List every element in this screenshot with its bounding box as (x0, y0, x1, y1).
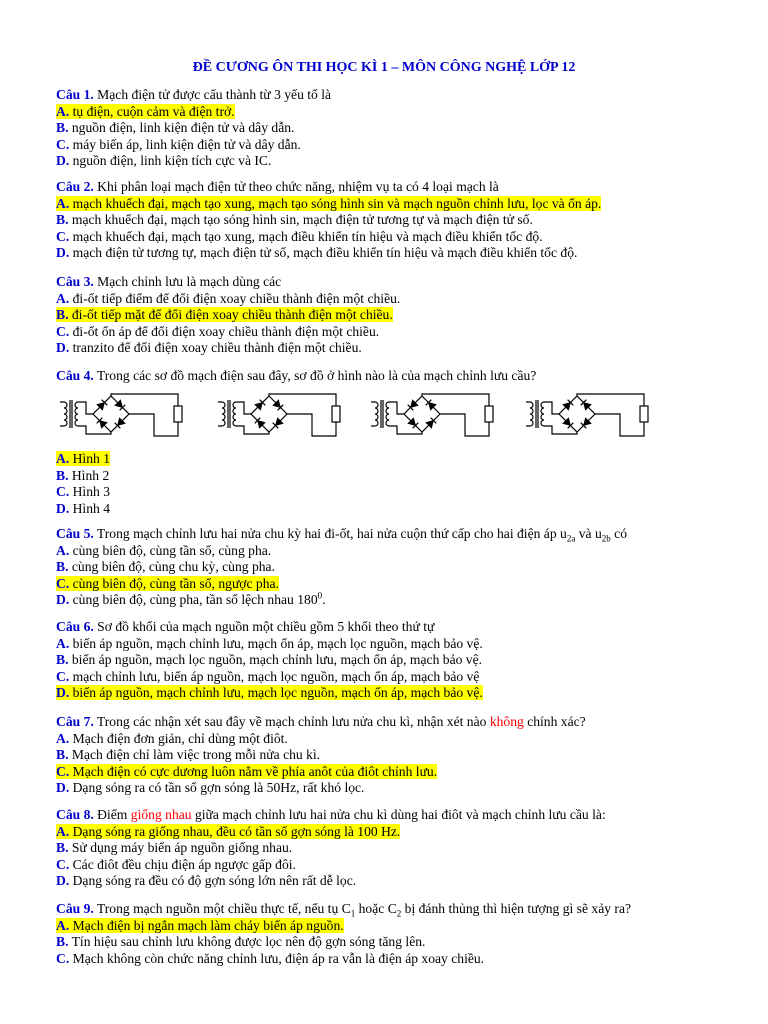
option-letter: B. (56, 467, 69, 483)
question-4 (56, 368, 746, 385)
diode-bridge (93, 396, 129, 432)
option-letter: A. (56, 635, 70, 651)
question-label: Câu 7. (56, 714, 94, 729)
question-stem (56, 714, 746, 731)
option-letter: A. (56, 103, 70, 119)
option-c (56, 669, 746, 686)
circuit-figure-1 (56, 390, 196, 440)
output-wire (287, 414, 336, 436)
option-b (56, 934, 746, 951)
option-a (56, 918, 746, 935)
option-text: Tín hiệu sau chỉnh lưu không được lọc nên độ gợn sóng tăng lên. (68, 934, 426, 950)
option-c (56, 951, 746, 968)
load-resistor (485, 406, 493, 422)
option-a (56, 543, 746, 560)
option-b (56, 212, 746, 229)
question-stem (56, 807, 746, 824)
option-a (56, 291, 746, 308)
option-letter: D. (56, 340, 70, 356)
question-text: Trong các sơ đồ mạch điện sau đây, sơ đồ ở hình nào là của mạch chỉnh lưu cầu? (93, 368, 537, 383)
question-text: và u (575, 526, 602, 541)
option-letter: B. (56, 559, 69, 575)
option-letter: B. (56, 307, 69, 323)
option-letter: C. (56, 856, 70, 872)
option-letter: C. (56, 136, 70, 152)
question-stem (56, 619, 746, 636)
option-letter: C. (56, 323, 70, 339)
question-label: Câu 5. (56, 526, 94, 541)
question-label: Câu 1. (56, 87, 94, 102)
option-text: mạch điện tử tương tự, mạch điện tử số, mạch điều khiển tín hiệu và mạch điều khiển tốc độ. (69, 245, 578, 261)
option-text: nguồn điện, linh kiện điện tử và dây dẫn. (68, 120, 295, 136)
option-d (56, 592, 746, 609)
question-stem (56, 526, 746, 543)
option-text: Các điôt đều chịu điện áp ngược gấp đôi. (69, 856, 296, 872)
option-b (56, 468, 746, 485)
option-letter: D. (56, 685, 70, 701)
option-text: mạch khuếch đại, mạch tạo xung, mạch điều khiển tín hiệu và mạch điều khiển tốc độ. (69, 228, 543, 244)
option-letter: B. (56, 120, 69, 136)
circuit-diagrams (56, 390, 661, 440)
option-letter: B. (56, 652, 69, 668)
load-resistor (332, 406, 340, 422)
superscript: 0 (317, 590, 323, 601)
load-resistor (640, 406, 648, 422)
option-letter: C. (56, 228, 70, 244)
primary-coil (375, 402, 378, 426)
option-text: Mạch điện bị ngắn mạch làm cháy biến áp nguồn. (69, 917, 344, 933)
question-3 (56, 274, 746, 357)
option-letter: A. (56, 823, 70, 839)
option-letter: A. (56, 542, 70, 558)
question-text: Mạch chỉnh lưu là mạch dùng các (93, 274, 282, 289)
option-c (56, 764, 746, 781)
diode-bridge (404, 396, 440, 432)
option-letter: D. (56, 873, 70, 889)
option-letter: A. (56, 730, 70, 746)
option-text: cùng biên độ, cùng tần số, ngược pha. (69, 575, 279, 591)
question-7 (56, 714, 746, 797)
option-c (56, 484, 746, 501)
wire (544, 402, 559, 414)
option-letter: D. (56, 592, 70, 608)
option-letter: D. (56, 500, 70, 516)
option-d (56, 685, 746, 702)
option-letter: C. (56, 950, 70, 966)
subscript: 1 (350, 908, 356, 919)
primary-coil (64, 402, 67, 426)
option-b (56, 652, 746, 669)
highlighted-answer (56, 824, 400, 839)
subscript: 2a (566, 533, 576, 544)
option-text: mạch chỉnh lưu, biến áp nguồn, mạch lọc nguồn, mạch ổn áp, mạch bảo vệ (69, 668, 480, 684)
secondary-coil (541, 402, 544, 426)
option-a (56, 196, 746, 213)
secondary-coil (386, 402, 389, 426)
question-text: Khi phân loại mạch điện tử theo chức năng, nhiệm vụ ta có 4 loại mạch là (93, 179, 499, 194)
diode-bridge (559, 396, 595, 432)
question-text: giữa mạch chỉnh lưu hai nửa chu kì dùng hai điôt và mạch chỉnh lưu cầu là: (191, 807, 606, 822)
secondary-coil (233, 402, 236, 426)
emphasis-text: giống nhau (130, 807, 192, 822)
question-text: Trong các nhận xét sau đây về mạch chỉnh lưu nửa chu kì, nhận xét nào (93, 714, 490, 729)
question-text: Sơ đồ khối của mạch nguồn một chiều gồm 5 khối theo thứ tự (93, 619, 435, 634)
question-text: hoặc C (355, 901, 397, 916)
option-letter: C. (56, 763, 70, 779)
option-d (56, 501, 746, 518)
option-text: Hình 2 (68, 467, 110, 483)
option-c (56, 857, 746, 874)
option-c (56, 576, 746, 593)
option-text: Mạch điện đơn giản, chỉ dùng một điôt. (69, 730, 288, 746)
emphasis-text: không (489, 714, 524, 729)
option-d (56, 245, 746, 262)
option-letter: A. (56, 451, 70, 466)
highlighted-answer (56, 576, 279, 591)
question-1 (56, 87, 746, 170)
option-text: tranzito để đổi điện xoay chiều thành điện một chiều. (69, 340, 362, 356)
page-title: ĐỀ CƯƠNG ÔN THI HỌC KÌ 1 – MÔN CÔNG NGHỆ LỚP 12 (192, 60, 576, 75)
option-a (56, 824, 746, 841)
option-b (56, 559, 746, 576)
option-letter: C. (56, 575, 70, 591)
option-text: tụ điện, cuộn cảm và điện trở. (69, 103, 235, 119)
question-2 (56, 179, 746, 262)
highlighted-answer (56, 685, 483, 700)
output-wire (595, 414, 644, 436)
option-d (56, 153, 746, 170)
option-d (56, 780, 746, 797)
option-text: Mạch điện chỉ làm việc trong mỗi nửa chu kì. (68, 747, 321, 763)
primary-lead (526, 402, 530, 426)
option-c (56, 229, 746, 246)
circuit-figure-4 (522, 390, 662, 440)
highlighted-answer (56, 307, 393, 322)
option-d (56, 873, 746, 890)
option-b (56, 120, 746, 137)
option-text: nguồn điện, linh kiện tích cực và IC. (69, 153, 272, 169)
question-label: Câu 3. (56, 274, 94, 289)
question-8 (56, 807, 746, 890)
question-stem (56, 274, 746, 291)
question-label: Câu 4. (56, 368, 94, 383)
option-b (56, 307, 746, 324)
wire (389, 402, 404, 414)
question-4-options (56, 451, 746, 517)
option-text: Hình 1 (69, 451, 110, 466)
option-b (56, 840, 746, 857)
option-text: cùng biên độ, cùng chu kỳ, cùng pha. (68, 559, 275, 575)
primary-coil (222, 402, 225, 426)
option-letter: B. (56, 747, 69, 763)
option-letter: B. (56, 934, 69, 950)
question-stem (56, 179, 746, 196)
option-letter: D. (56, 780, 70, 796)
question-9 (56, 901, 746, 967)
option-letter: A. (56, 917, 70, 933)
option-text: Dạng sóng ra giống nhau, đều có tần số gợn sóng là 100 Hz. (69, 823, 401, 839)
option-c (56, 137, 746, 154)
option-text: biến áp nguồn, mạch lọc nguồn, mạch chỉnh lưu, mạch ổn áp, mạch bảo vệ. (68, 652, 483, 668)
option-text: cùng biên độ, cùng tần số, cùng pha. (69, 542, 272, 558)
question-text: bị đánh thủng thì hiện tượng gì sẽ xảy ra? (401, 901, 632, 916)
wire (78, 402, 93, 414)
load-resistor (174, 406, 182, 422)
option-c (56, 324, 746, 341)
option-letter: A. (56, 290, 70, 306)
option-text: đi-ốt ổn áp để đổi điện xoay chiều thành điện một chiều. (69, 323, 380, 339)
diode-bridge (251, 396, 287, 432)
question-label: Câu 9. (56, 901, 94, 916)
question-5 (56, 526, 746, 609)
question-text: có (610, 526, 628, 541)
option-a (56, 636, 746, 653)
primary-lead (371, 402, 375, 426)
question-stem (56, 901, 746, 918)
option-text: Dạng sóng ra có tần số gợn sóng là 50Hz, rất khó lọc. (69, 780, 365, 796)
option-text: Mạch không còn chức năng chỉnh lưu, điện áp ra vẫn là điện áp xoay chiều. (69, 950, 485, 966)
circuit-figure-2 (214, 390, 354, 440)
subscript: 2 (396, 908, 402, 919)
option-letter: D. (56, 245, 70, 261)
option-text: Sử dụng máy biến áp nguồn giống nhau. (68, 840, 293, 856)
option-letter: C. (56, 484, 70, 500)
option-text: mạch khuếch đại, mạch tạo sóng hình sin, mạch điện tử tương tự và mạch điện tử số. (68, 212, 533, 228)
question-label: Câu 6. (56, 619, 94, 634)
option-a (56, 731, 746, 748)
option-text: biến áp nguồn, mạch chỉnh lưu, mạch lọc nguồn, mạch ổn áp, mạch bảo vệ. (69, 685, 483, 701)
option-text: cùng biên độ, cùng pha, tần số lệch nhau 180 (69, 592, 318, 608)
primary-lead (60, 402, 64, 426)
option-letter: B. (56, 212, 69, 228)
option-letter: A. (56, 195, 70, 211)
question-label: Câu 2. (56, 179, 94, 194)
question-stem (56, 368, 746, 385)
wire (236, 402, 251, 414)
question-text: Trong mạch chỉnh lưu hai nửa chu kỳ hai đi-ốt, hai nửa cuộn thứ cấp cho hai điện áp u (93, 526, 567, 541)
secondary-coil (75, 402, 78, 426)
circuit-figure-3 (367, 390, 507, 440)
option-d (56, 340, 746, 357)
option-text: đi-ốt tiếp điểm để đổi điện xoay chiều thành điện một chiều. (69, 290, 401, 306)
highlighted-answer (56, 104, 235, 119)
option-text: Mạch điện có cực dương luôn nằm về phía anôt của điôt chỉnh lưu. (69, 763, 438, 779)
output-wire (129, 414, 178, 436)
highlighted-answer (56, 918, 344, 933)
option-a (56, 451, 746, 468)
option-text: máy biến áp, linh kiện điện tử và dây dẫn. (69, 136, 301, 152)
highlighted-answer (56, 451, 110, 466)
option-text: Hình 4 (69, 500, 110, 516)
question-6 (56, 619, 746, 702)
option-b (56, 747, 746, 764)
option-text: Hình 3 (69, 484, 110, 500)
highlighted-answer (56, 196, 601, 211)
option-text: mạch khuếch đại, mạch tạo xung, mạch tạo sóng hình sin và mạch nguồn chỉnh lưu, lọc và ổn áp. (69, 195, 602, 211)
question-text: Trong mạch nguồn một chiều thực tế, nếu tụ C (93, 901, 351, 916)
question-text: Mạch điện tử được cấu thành từ 3 yếu tố là (93, 87, 332, 102)
option-text: biến áp nguồn, mạch chỉnh lưu, mạch ổn áp, mạch lọc nguồn, mạch bảo vệ. (69, 635, 483, 651)
option-text: Dạng sóng ra đều có độ gợn sóng lớn nên rất dễ lọc. (69, 873, 357, 889)
question-stem (56, 87, 746, 104)
question-label: Câu 8. (56, 807, 94, 822)
primary-coil (530, 402, 533, 426)
option-text: đi-ốt tiếp mặt để đổi điện xoay chiều thành điện một chiều. (68, 307, 393, 323)
option-letter: D. (56, 153, 70, 169)
subscript: 2b (601, 533, 611, 544)
question-text: Điểm (93, 807, 131, 822)
option-letter: B. (56, 840, 69, 856)
option-a (56, 104, 746, 121)
option-letter: C. (56, 668, 70, 684)
primary-lead (218, 402, 222, 426)
highlighted-answer (56, 764, 437, 779)
option-text: . (322, 592, 326, 608)
output-wire (440, 414, 489, 436)
question-text: chính xác? (523, 714, 586, 729)
